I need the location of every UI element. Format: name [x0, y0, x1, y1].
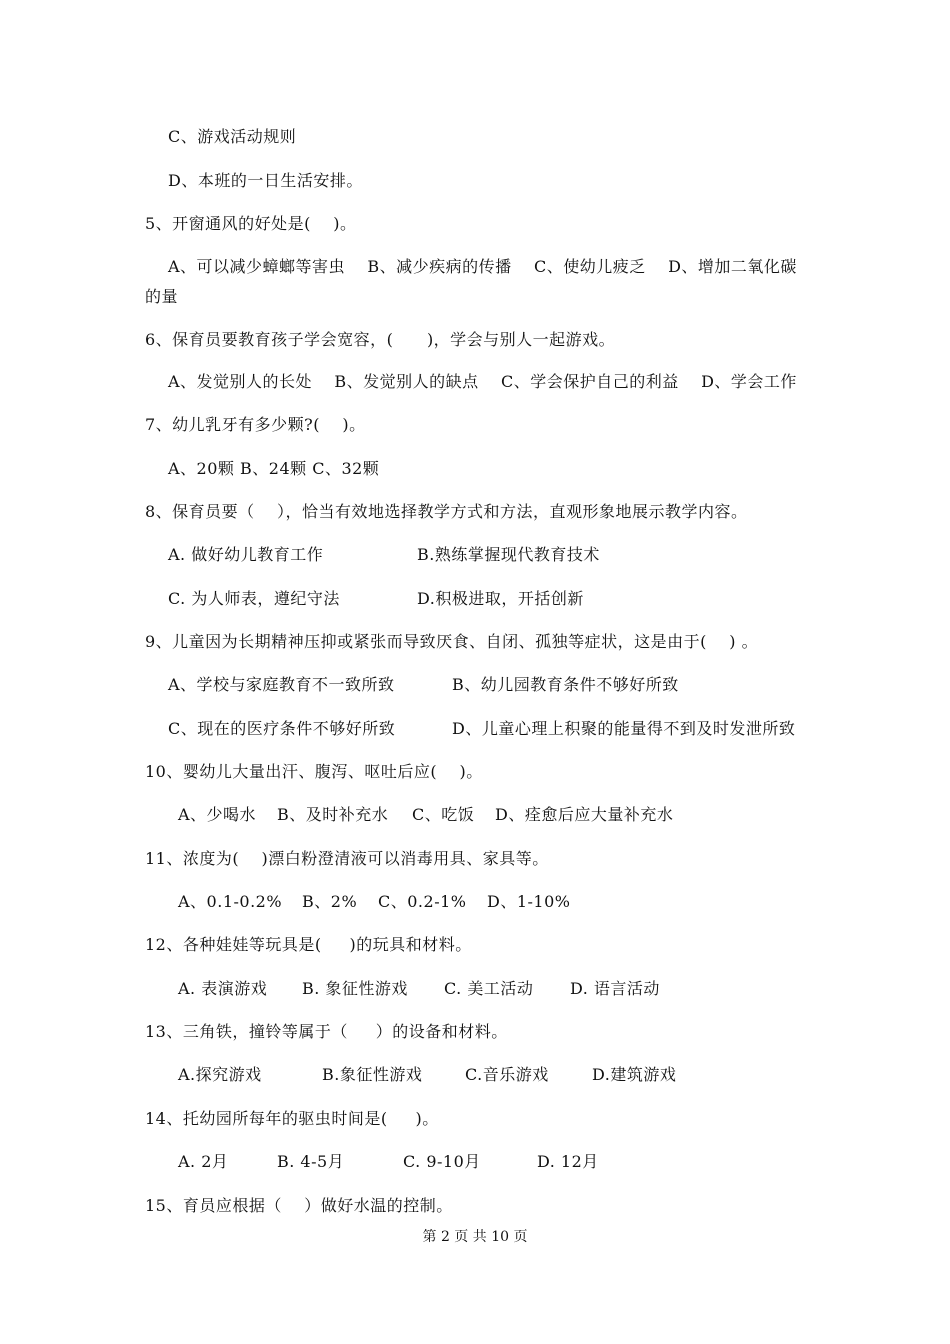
q6-options: A、发觉别人的长处 B、发觉别人的缺点 C、学会保护自己的利益 D、学会工作: [168, 372, 797, 391]
q9-option-c: C、现在的医疗条件不够好所致: [168, 719, 396, 738]
q10-option-a: A、少喝水: [178, 805, 257, 824]
q8-option-d: D.积极进取，开括创新: [417, 589, 584, 608]
page-number-footer: 第 2 页 共 10 页: [422, 1229, 528, 1245]
q14-options: [0, 1152, 950, 1172]
q12-option-b: B. 象征性游戏: [302, 979, 408, 998]
q10-option-d: D、痊愈后应大量补充水: [495, 805, 674, 824]
q8-options-row-2: [0, 589, 950, 609]
question-11: 11、浓度为( )漂白粉澄清液可以消毒用具、家具等。: [145, 849, 549, 868]
q12-option-a: A. 表演游戏: [178, 979, 268, 998]
q8-option-c: C. 为人师表，遵纪守法: [168, 589, 340, 608]
q11-option-c: C、0.2-1%: [378, 892, 467, 911]
q9-options-row-1: [0, 675, 950, 695]
q5-options: A、可以减少蟑螂等害虫 B、减少疾病的传播 C、使幼儿疲乏 D、增加二氧化碳: [168, 257, 797, 276]
question-9: 9、儿童因为长期精神压抑或紧张而导致厌食、自闭、孤独等症状，这是由于( ) 。: [145, 632, 759, 651]
question-8: 8、保育员要（ ），恰当有效地选择教学方式和方法，直观形象地展示教学内容。: [145, 502, 748, 521]
q10-options: [0, 805, 950, 825]
q9-option-b: B、幼儿园教育条件不够好所致: [452, 675, 679, 694]
question-14: 14、托幼园所每年的驱虫时间是( )。: [145, 1109, 439, 1128]
q8-option-b: B.熟练掌握现代教育技术: [417, 545, 600, 564]
q9-option-a: A、学校与家庭教育不一致所致: [168, 675, 395, 694]
q9-option-d: D、儿童心理上积聚的能量得不到及时发泄所致: [452, 719, 796, 738]
q7-options: A、20颗 B、24颗 C、32颗: [168, 459, 380, 478]
q12-options: [0, 979, 950, 999]
question-10: 10、婴幼儿大量出汗、腹泻、呕吐后应( )。: [145, 762, 483, 781]
question-7: 7、幼儿乳牙有多少颗?( )。: [145, 415, 366, 434]
q12-option-d: D. 语言活动: [570, 979, 660, 998]
q11-option-a: A、0.1-0.2%: [178, 892, 283, 911]
q13-option-c: C.音乐游戏: [465, 1065, 549, 1084]
q14-option-d: D. 12月: [537, 1152, 599, 1171]
q10-option-c: C、吃饭: [412, 805, 475, 824]
q9-options-row-2: [0, 719, 950, 739]
question-15: 15、育员应根据（ ）做好水温的控制。: [145, 1196, 453, 1215]
question-5: 5、开窗通风的好处是( )。: [145, 214, 357, 233]
q4-option-c: C、游戏活动规则: [168, 127, 297, 146]
q12-option-c: C. 美工活动: [444, 979, 534, 998]
q14-option-b: B. 4-5月: [277, 1152, 345, 1171]
q11-option-d: D、1-10%: [487, 892, 571, 911]
q14-option-c: C. 9-10月: [403, 1152, 481, 1171]
question-12: 12、各种娃娃等玩具是( )的玩具和材料。: [145, 935, 472, 954]
question-6: 6、保育员要教育孩子学会宽容，( )，学会与别人一起游戏。: [145, 330, 616, 349]
q13-option-b: B.象征性游戏: [322, 1065, 423, 1084]
question-13: 13、三角铁，撞铃等属于（ ）的设备和材料。: [145, 1022, 508, 1041]
q4-option-d: D、本班的一日生活安排。: [168, 171, 363, 190]
q8-option-a: A. 做好幼儿教育工作: [168, 545, 324, 564]
q13-options: [0, 1065, 950, 1085]
q8-options-row-1: [0, 545, 950, 565]
q11-options: [0, 892, 950, 912]
q13-option-a: A.探究游戏: [178, 1065, 262, 1084]
q11-option-b: B、2%: [302, 892, 358, 911]
q5-options-continued: 的量: [145, 287, 179, 306]
q13-option-d: D.建筑游戏: [592, 1065, 677, 1084]
q10-option-b: B、及时补充水: [277, 805, 389, 824]
q14-option-a: A. 2月: [178, 1152, 229, 1171]
